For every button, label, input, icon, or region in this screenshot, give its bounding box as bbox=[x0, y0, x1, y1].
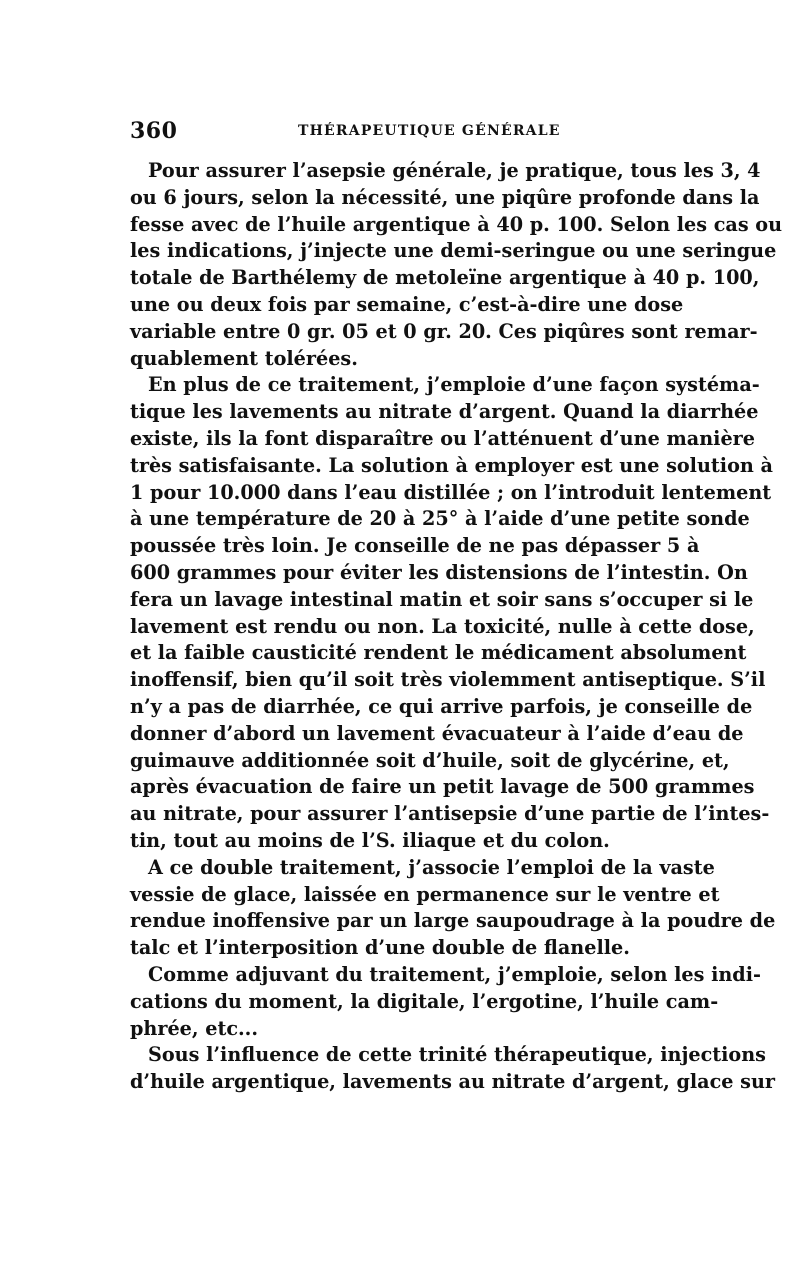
text-line: au nitrate, pour assurer l’antisepsie d’une partie de l’intes- bbox=[130, 802, 770, 826]
text-line: talc et l’interposition d’une double de flanelle. bbox=[130, 936, 630, 960]
page-header bbox=[130, 118, 678, 146]
text-line: lavement est rendu ou non. La toxicité, nulle à cette dose, bbox=[130, 614, 755, 638]
text-line: variable entre 0 gr. 05 et 0 gr. 20. Ces piqûres sont remar- bbox=[130, 319, 758, 343]
text-line: fera un lavage intestinal matin et soir sans s’occuper si le bbox=[130, 587, 754, 611]
text-line: guimauve additionnée soit d’huile, soit de glycérine, et, bbox=[130, 748, 730, 772]
text-line: quablement tolérées. bbox=[130, 346, 358, 370]
text-line: n’y a pas de diarrhée, ce qui arrive parfois, je conseille de bbox=[130, 694, 753, 718]
page-number: 360 bbox=[130, 118, 178, 144]
text-line: totale de Barthélemy de metoleïne argentique à 40 p. 100, bbox=[130, 266, 760, 290]
text-line: inoffensif, bien qu’il soit très violemment antiseptique. S’il bbox=[130, 668, 766, 692]
text-line: Comme adjuvant du traitement, j’emploie, selon les indi- bbox=[148, 962, 761, 986]
text-line: d’huile argentique, lavements au nitrate d’argent, glace sur bbox=[130, 1070, 776, 1094]
text-line: phrée, etc... bbox=[130, 1016, 259, 1040]
text-line: Pour assurer l’asepsie générale, je pratique, tous les 3, 4 bbox=[148, 159, 761, 182]
text-line: donner d’abord un lavement évacuateur à l’aide d’eau de bbox=[130, 721, 744, 745]
text-line: vessie de glace, laissée en permanence sur le ventre et bbox=[130, 882, 720, 906]
text-line: les indications, j’injecte une demi-seringue ou une seringue bbox=[130, 239, 777, 263]
text-line: En plus de ce traitement, j’emploie d’une façon systéma- bbox=[148, 373, 760, 397]
text-line: rendue inoffensive par un large saupoudrage à la poudre de bbox=[130, 909, 776, 933]
text-line: et la faible causticité rendent le médicament absolument bbox=[130, 641, 747, 665]
body-text bbox=[130, 158, 783, 1096]
text-line: cations du moment, la digitale, l’ergotine, l’huile cam- bbox=[130, 989, 719, 1013]
text-line: à une température de 20 à 25° à l’aide d’une petite sonde bbox=[130, 507, 750, 531]
text-line: tique les lavements au nitrate d’argent. Quand la diarrhée bbox=[130, 400, 759, 424]
text-line: tin, tout au moins de l’S. iliaque et du colon. bbox=[130, 828, 610, 852]
text-line: ou 6 jours, selon la nécessité, une piqûre profonde dans la bbox=[130, 185, 760, 209]
text-line: très satisfaisante. La solution à employer est une solution à bbox=[130, 453, 773, 477]
text-line: existe, ils la font disparaître ou l’atténuent d’une manière bbox=[130, 426, 755, 450]
text-line: A ce double traitement, j’associe l’emploi de la vaste bbox=[148, 855, 715, 879]
text-line: Sous l’influence de cette trinité thérapeutique, injections bbox=[148, 1043, 766, 1067]
text-line: 600 grammes pour éviter les distensions de l’intestin. On bbox=[130, 560, 748, 584]
text-line: fesse avec de l’huile argentique à 40 p. 100. Selon les cas ou bbox=[130, 212, 783, 236]
text-line: après évacuation de faire un petit lavage de 500 grammes bbox=[130, 775, 755, 799]
text-line: 1 pour 10.000 dans l’eau distillée ; on l’introduit lentement bbox=[130, 480, 772, 504]
text-line: poussée très loin. Je conseille de ne pas dépasser 5 à bbox=[130, 534, 700, 558]
text-line: une ou deux fois par semaine, c’est-à-dire une dose bbox=[130, 292, 684, 316]
running-title: THÉRAPEUTIQUE GÉNÉRALE bbox=[298, 123, 561, 139]
